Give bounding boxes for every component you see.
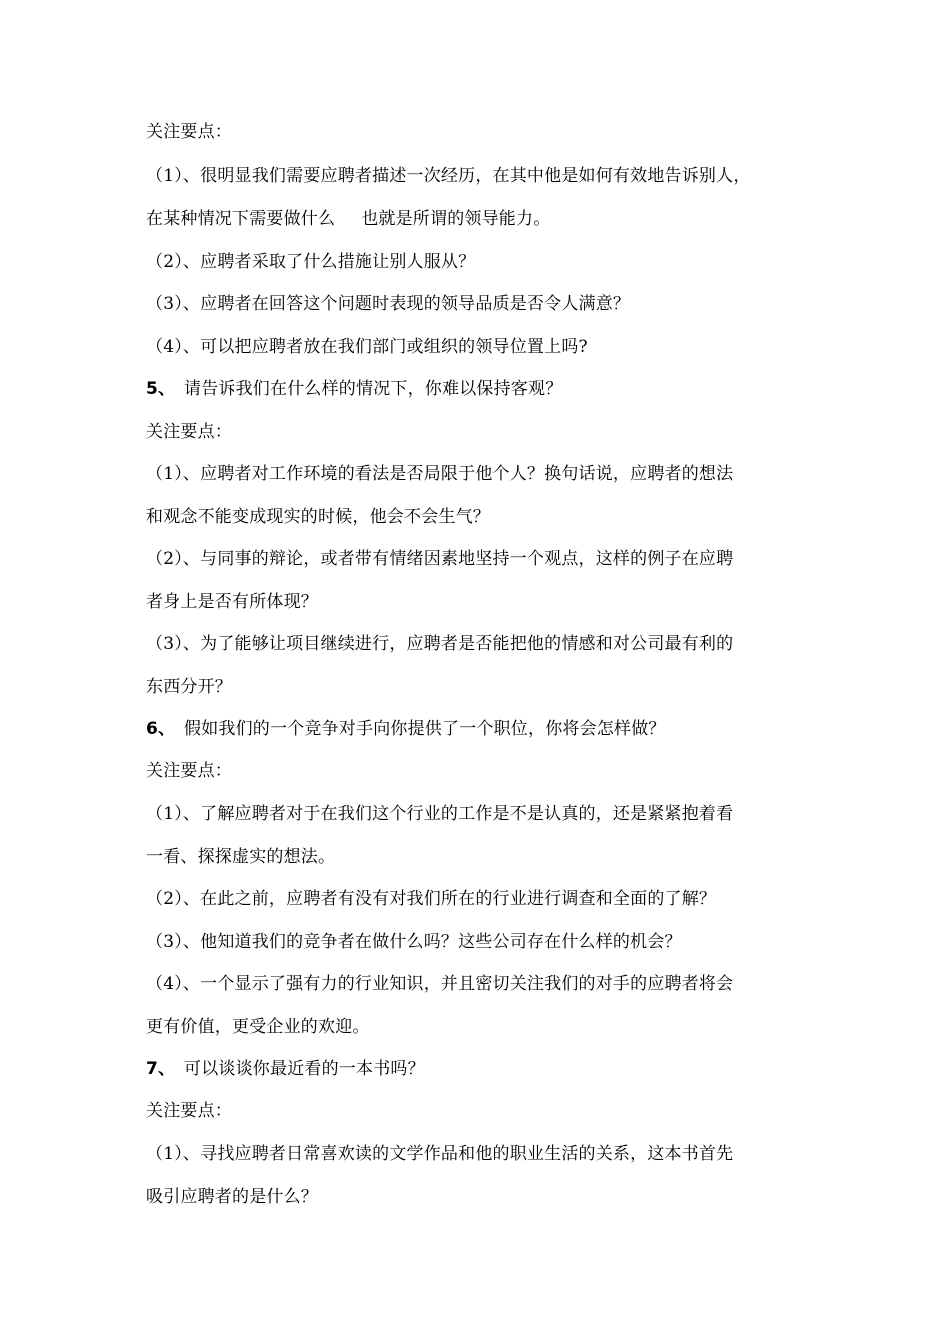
point-line: （4）、可以把应聘者放在我们部门或组织的领导位置上吗? [146,337,588,357]
point-line: 更有价值，更受企业的欢迎。 [146,1017,370,1037]
point-line: （3）、为了能够让项目继续进行，应聘者是否能把他的情感和对公司最有利的 [146,634,734,654]
point-line: （1）、了解应聘者对于在我们这个行业的工作是不是认真的，还是紧紧抱着看 [146,804,734,824]
point-line: （1）、很明显我们需要应聘者描述一次经历，在其中他是如何有效地告诉别人， [146,166,751,186]
point-line: 吸引应聘者的是什么？ [146,1187,318,1207]
focus-points-heading: 关注要点： [146,1101,232,1121]
point-line: （2）、与同事的辩论，或者带有情绪因素地坚持一个观点，这样的例子在应聘 [146,549,734,569]
text-span: 也就是所谓的领导能力。 [361,209,551,229]
focus-points-heading: 关注要点： [146,761,232,781]
question-6 [146,717,826,741]
point-line: （4）、一个显示了强有力的行业知识，并且密切关注我们的对手的应聘者将会 [146,974,734,994]
question-text: 请告诉我们在什么样的情况下，你难以保持客观？ [184,379,563,399]
focus-points-heading: 关注要点： [146,122,232,142]
point-line: 和观念不能变成现实的时候，他会不会生气？ [146,507,490,527]
point-line: 一看、探探虚实的想法。 [146,847,336,867]
point-line: （1）、寻找应聘者日常喜欢读的文学作品和他的职业生活的关系，这本书首先 [146,1144,734,1164]
question-text: 可以谈谈你最近看的一本书吗？ [184,1059,425,1079]
point-line [146,207,826,231]
question-number: 6、 [146,719,176,739]
question-number: 5、 [146,379,176,399]
question-text: 假如我们的一个竞争对手向你提供了一个职位，你将会怎样做？ [184,719,666,739]
point-line: 东西分开？ [146,677,232,697]
point-line: （3）、应聘者在回答这个问题时表现的领导品质是否令人满意？ [146,294,631,314]
question-7 [146,1057,826,1081]
point-line: （2）、应聘者采取了什么措施让别人服从？ [146,252,476,272]
point-line: （2）、在此之前，应聘者有没有对我们所在的行业进行调查和全面的了解？ [146,889,717,909]
question-number: 7、 [146,1059,176,1079]
text-span: 在某种情况下需要做什么 [146,209,336,229]
question-5 [146,377,826,401]
point-line: 者身上是否有所体现？ [146,592,318,612]
point-line: （3）、他知道我们的竞争者在做什么吗？这些公司存在什么样的机会？ [146,932,682,952]
point-line: （1）、应聘者对工作环境的看法是否局限于他个人？换句话说，应聘者的想法 [146,464,734,484]
focus-points-heading: 关注要点： [146,422,232,442]
